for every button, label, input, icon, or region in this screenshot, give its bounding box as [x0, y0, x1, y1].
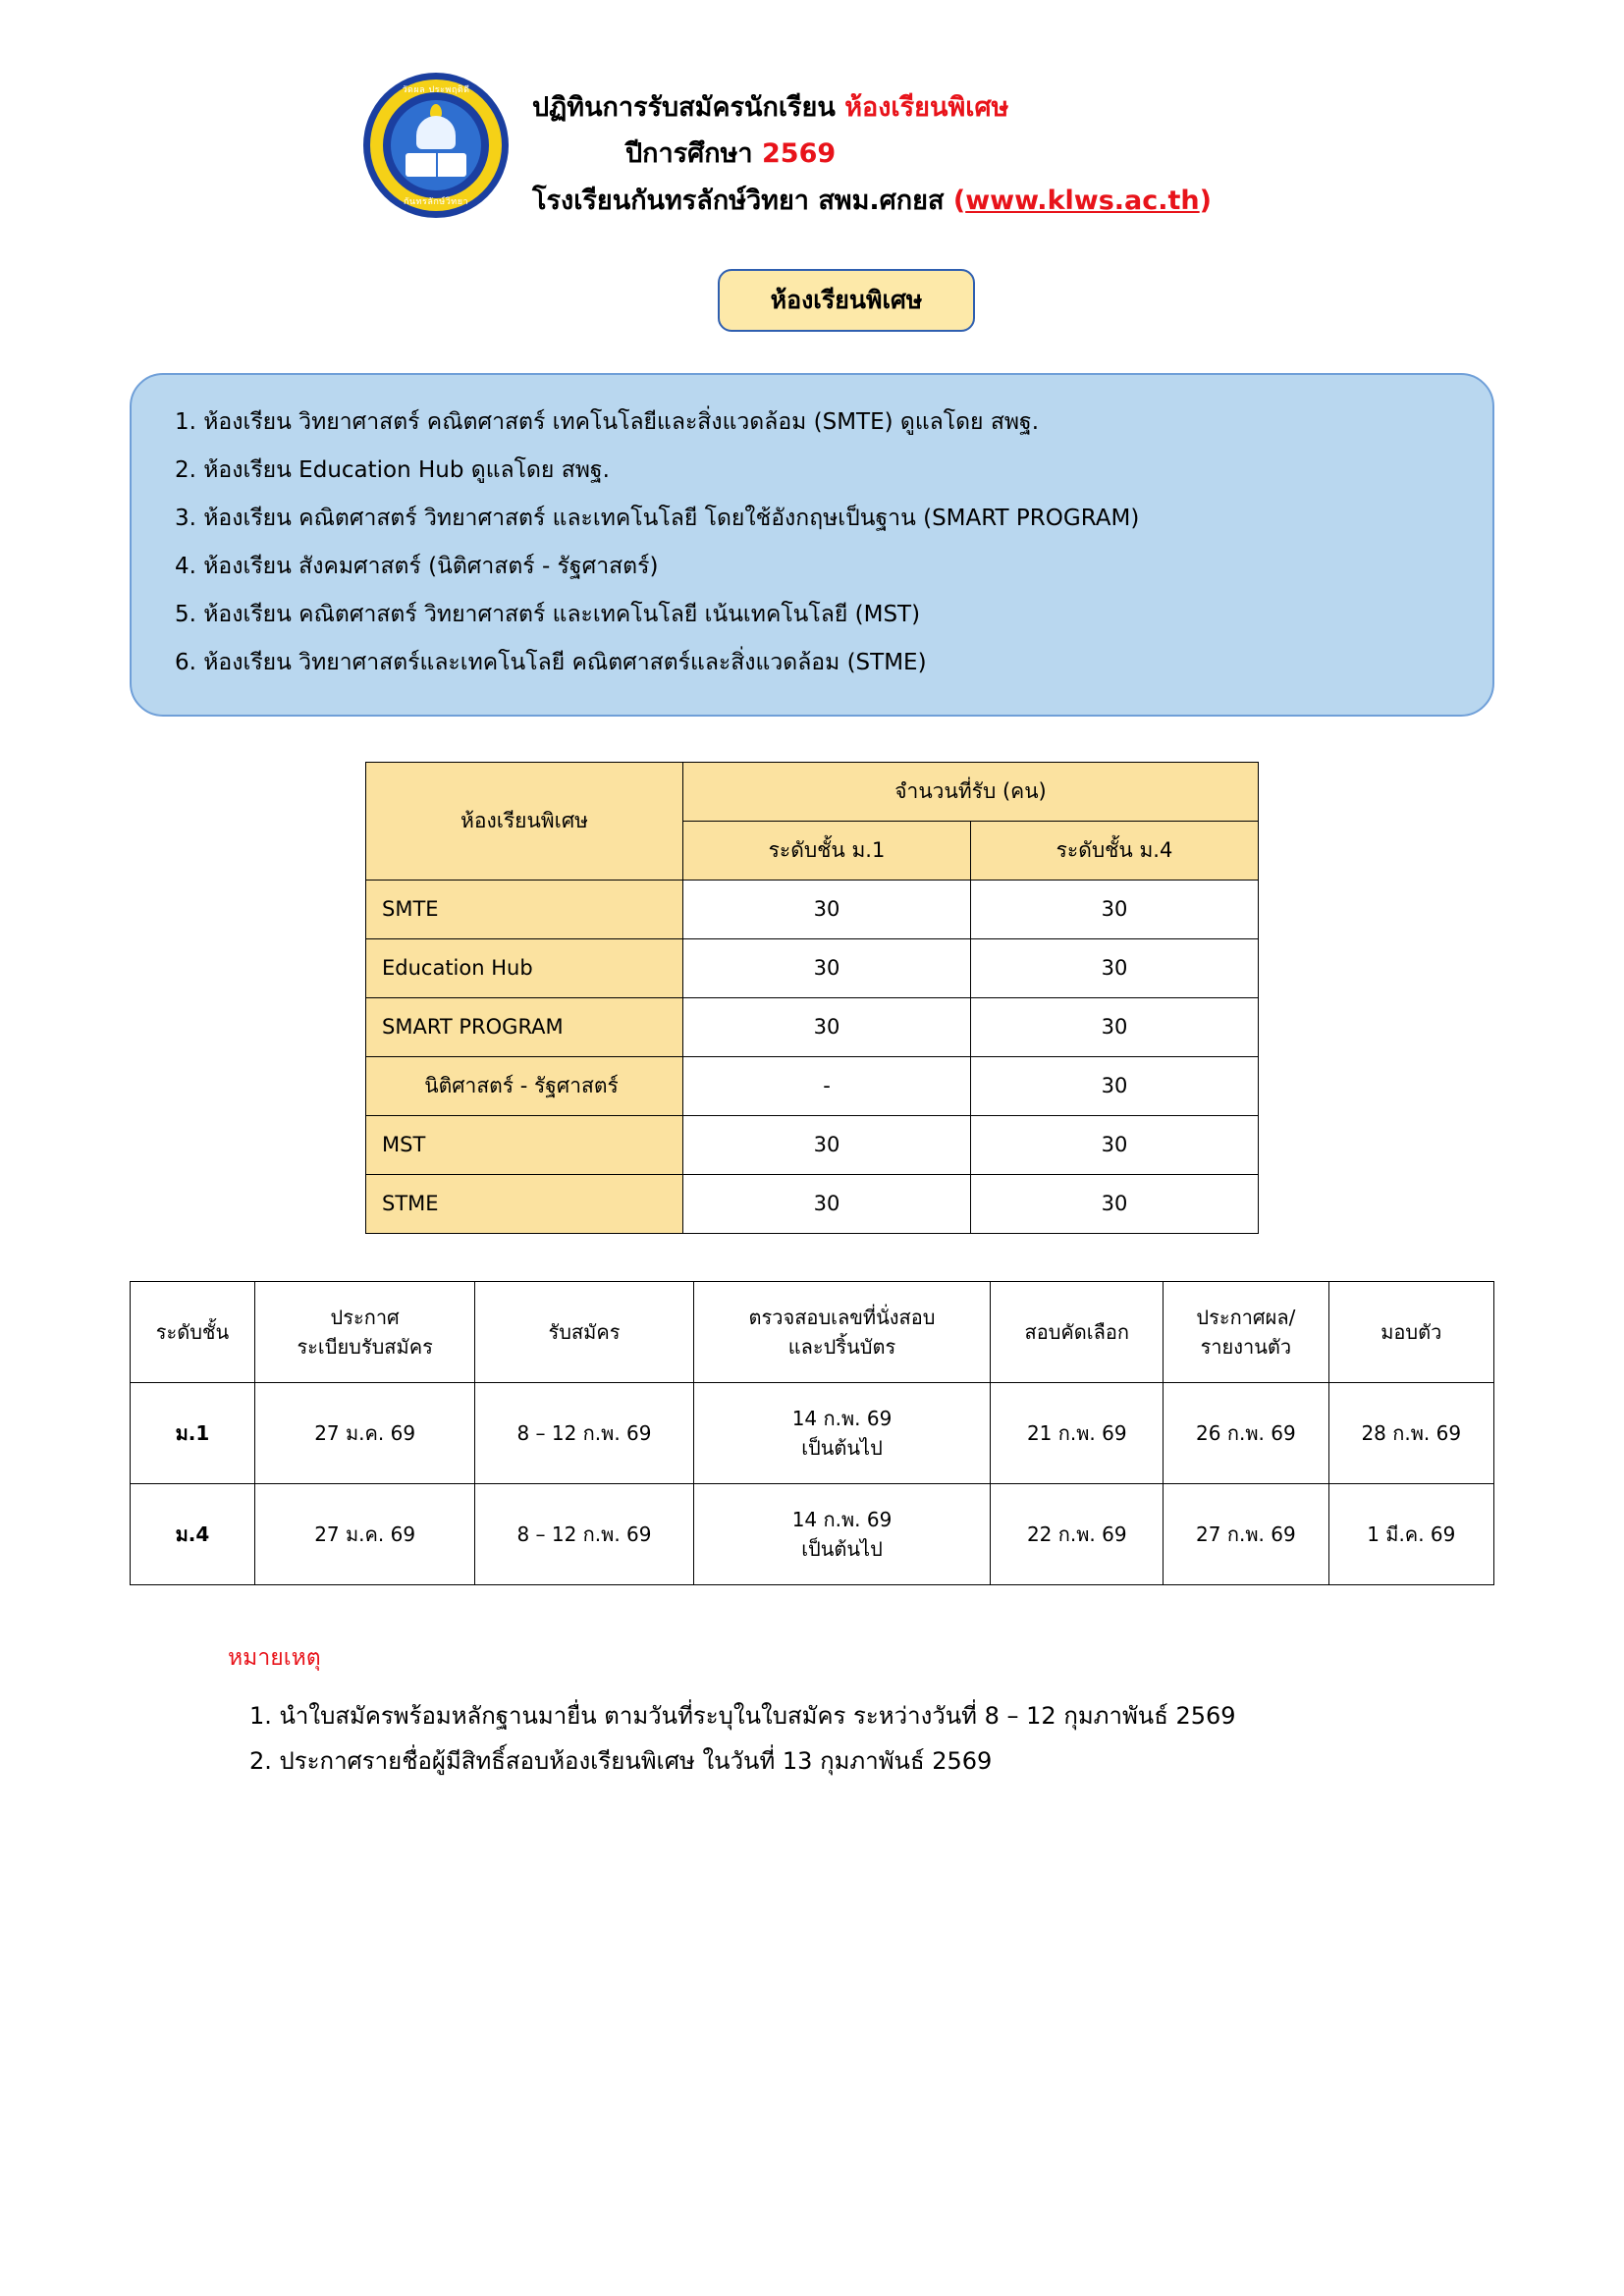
schedule-col-exam: สอบคัดเลือก	[991, 1281, 1164, 1382]
quota-m4-value: 30	[971, 1174, 1259, 1233]
quota-room-name: นิติศาสตร์ - รัฐศาสตร์	[366, 1056, 683, 1115]
schedule-col-report: มอบตัว	[1328, 1281, 1493, 1382]
quota-m1-value: -	[683, 1056, 971, 1115]
table-row	[131, 1281, 1494, 1382]
list-item: 6. ห้องเรียน วิทยาศาสตร์และเทคโนโลยี คณิตศาสตร์และสิ่งแวดล้อม (STME)	[175, 649, 927, 675]
schedule-level: ม.4	[131, 1483, 255, 1584]
table-row	[366, 1056, 1259, 1115]
special-program-badge: ห้องเรียนพิเศษ	[718, 269, 976, 332]
school-website-link[interactable]: www.klws.ac.th	[965, 185, 1200, 216]
schedule-col-level: ระดับชั้น	[131, 1281, 255, 1382]
quota-m1-value: 30	[683, 938, 971, 997]
schedule-apply: 8 – 12 ก.พ. 69	[475, 1483, 693, 1584]
schedule-announce: 27 ม.ค. 69	[254, 1382, 474, 1483]
logo-text-bottom: กันทรลักษ์วิทยา	[403, 197, 469, 207]
quota-m1-value: 30	[683, 997, 971, 1056]
quota-table-wrap	[365, 762, 1259, 1234]
schedule-table-body	[131, 1382, 1494, 1584]
schedule-col-result: ประกาศผล/ รายงานตัว	[1164, 1281, 1328, 1382]
schedule-col-apply: รับสมัคร	[475, 1281, 693, 1382]
quota-m1-value: 30	[683, 1174, 971, 1233]
schedule-col-seat-check: ตรวจสอบเลขที่นั่งสอบ และปริ้นบัตร	[693, 1281, 991, 1382]
list-item: 2. ห้องเรียน Education Hub ดูแลโดย สพฐ.	[175, 456, 610, 483]
logo-text-top: วัดผล ประพฤติดี	[402, 85, 470, 95]
document-header	[0, 0, 1624, 224]
quota-m4-value: 30	[971, 938, 1259, 997]
note-item: 2. ประกาศรายชื่อผู้มีสิทธิ์สอบห้องเรียนพิเศษ ในวันที่ 13 กุมภาพันธ์ 2569	[249, 1746, 993, 1775]
schedule-table-head	[131, 1281, 1494, 1382]
quota-col-m4: ระดับชั้น ม.4	[971, 821, 1259, 880]
quota-col-m1: ระดับชั้น ม.1	[683, 821, 971, 880]
schedule-level: ม.1	[131, 1382, 255, 1483]
quota-table-body	[366, 880, 1259, 1233]
page-title	[532, 84, 1212, 131]
schedule-report: 1 มี.ค. 69	[1328, 1483, 1493, 1584]
quota-m4-value: 30	[971, 1056, 1259, 1115]
logo-lamp-icon	[416, 116, 456, 149]
schedule-result: 26 ก.พ. 69	[1164, 1382, 1328, 1483]
table-row	[366, 1115, 1259, 1174]
logo-book-icon	[406, 153, 466, 177]
quota-room-name: SMART PROGRAM	[366, 997, 683, 1056]
table-row	[131, 1382, 1494, 1483]
quota-m4-value: 30	[971, 997, 1259, 1056]
list-item: 1. ห้องเรียน วิทยาศาสตร์ คณิตศาสตร์ เทคโนโลยีและสิ่งแวดล้อม (SMTE) ดูแลโดย สพฐ.	[175, 408, 1040, 435]
title-block	[532, 71, 1212, 224]
quota-m4-value: 30	[971, 1115, 1259, 1174]
school-name: โรงเรียนกันทรลักษ์วิทยา สพม.ศกยส	[532, 185, 953, 216]
schedule-seat-check: 14 ก.พ. 69 เป็นต้นไป	[693, 1382, 991, 1483]
academic-year-value: 2569	[762, 138, 837, 170]
academic-year-prefix: ปีการศึกษา	[625, 138, 762, 170]
quota-col-group: จำนวนที่รับ (คน)	[683, 762, 1259, 821]
section-heading-wrap	[0, 269, 1624, 332]
quota-table-head	[366, 762, 1259, 880]
quota-table	[365, 762, 1259, 1234]
table-row	[366, 880, 1259, 938]
quota-room-name: MST	[366, 1115, 683, 1174]
table-row	[366, 762, 1259, 821]
page-title-prefix: ปฏิทินการรับสมัครนักเรียน	[532, 92, 845, 123]
schedule-announce: 27 ม.ค. 69	[254, 1483, 474, 1584]
list-item: 3. ห้องเรียน คณิตศาสตร์ วิทยาศาสตร์ และเทคโนโลยี โดยใช้อังกฤษเป็นฐาน (SMART PROGRAM)	[175, 505, 1140, 531]
quota-room-name: SMTE	[366, 880, 683, 938]
page-title-highlight: ห้องเรียนพิเศษ	[844, 92, 1009, 123]
list-item: 5. ห้องเรียน คณิตศาสตร์ วิทยาศาสตร์ และเทคโนโลยี เน้นเทคโนโลยี (MST)	[175, 601, 921, 627]
notes-section	[228, 1640, 1624, 1784]
school-logo-icon	[363, 73, 509, 218]
quota-col-room: ห้องเรียนพิเศษ	[366, 762, 683, 880]
program-list-box	[130, 373, 1494, 717]
logo-core	[391, 100, 481, 190]
quota-m1-value: 30	[683, 880, 971, 938]
schedule-result: 27 ก.พ. 69	[1164, 1483, 1328, 1584]
schedule-report: 28 ก.พ. 69	[1328, 1382, 1493, 1483]
quota-m4-value: 30	[971, 880, 1259, 938]
note-item: 1. นำใบสมัครพร้อมหลักฐานมายื่น ตามวันที่ระบุในใบสมัคร ระหว่างวันที่ 8 – 12 กุมภาพันธ์ 2569	[249, 1701, 1236, 1730]
list-item: 4. ห้องเรียน สังคมศาสตร์ (นิติศาสตร์ - รัฐศาสตร์)	[175, 553, 659, 579]
schedule-seat-check: 14 ก.พ. 69 เป็นต้นไป	[693, 1483, 991, 1584]
schedule-apply: 8 – 12 ก.พ. 69	[475, 1382, 693, 1483]
table-row	[366, 997, 1259, 1056]
schedule-exam: 21 ก.พ. 69	[991, 1382, 1164, 1483]
table-row	[366, 938, 1259, 997]
quota-room-name: Education Hub	[366, 938, 683, 997]
table-row	[131, 1483, 1494, 1584]
schedule-exam: 22 ก.พ. 69	[991, 1483, 1164, 1584]
quota-m1-value: 30	[683, 1115, 971, 1174]
table-row	[366, 1174, 1259, 1233]
school-line	[532, 178, 1212, 224]
schedule-table	[130, 1281, 1494, 1585]
schedule-col-announce: ประกาศ ระเบียบรับสมัคร	[254, 1281, 474, 1382]
academic-year-line	[532, 131, 1212, 177]
website-paren-open: (	[952, 185, 966, 216]
website-paren-close: )	[1199, 185, 1212, 216]
quota-room-name: STME	[366, 1174, 683, 1233]
schedule-table-wrap	[130, 1281, 1494, 1585]
notes-title: หมายเหตุ	[228, 1644, 321, 1671]
